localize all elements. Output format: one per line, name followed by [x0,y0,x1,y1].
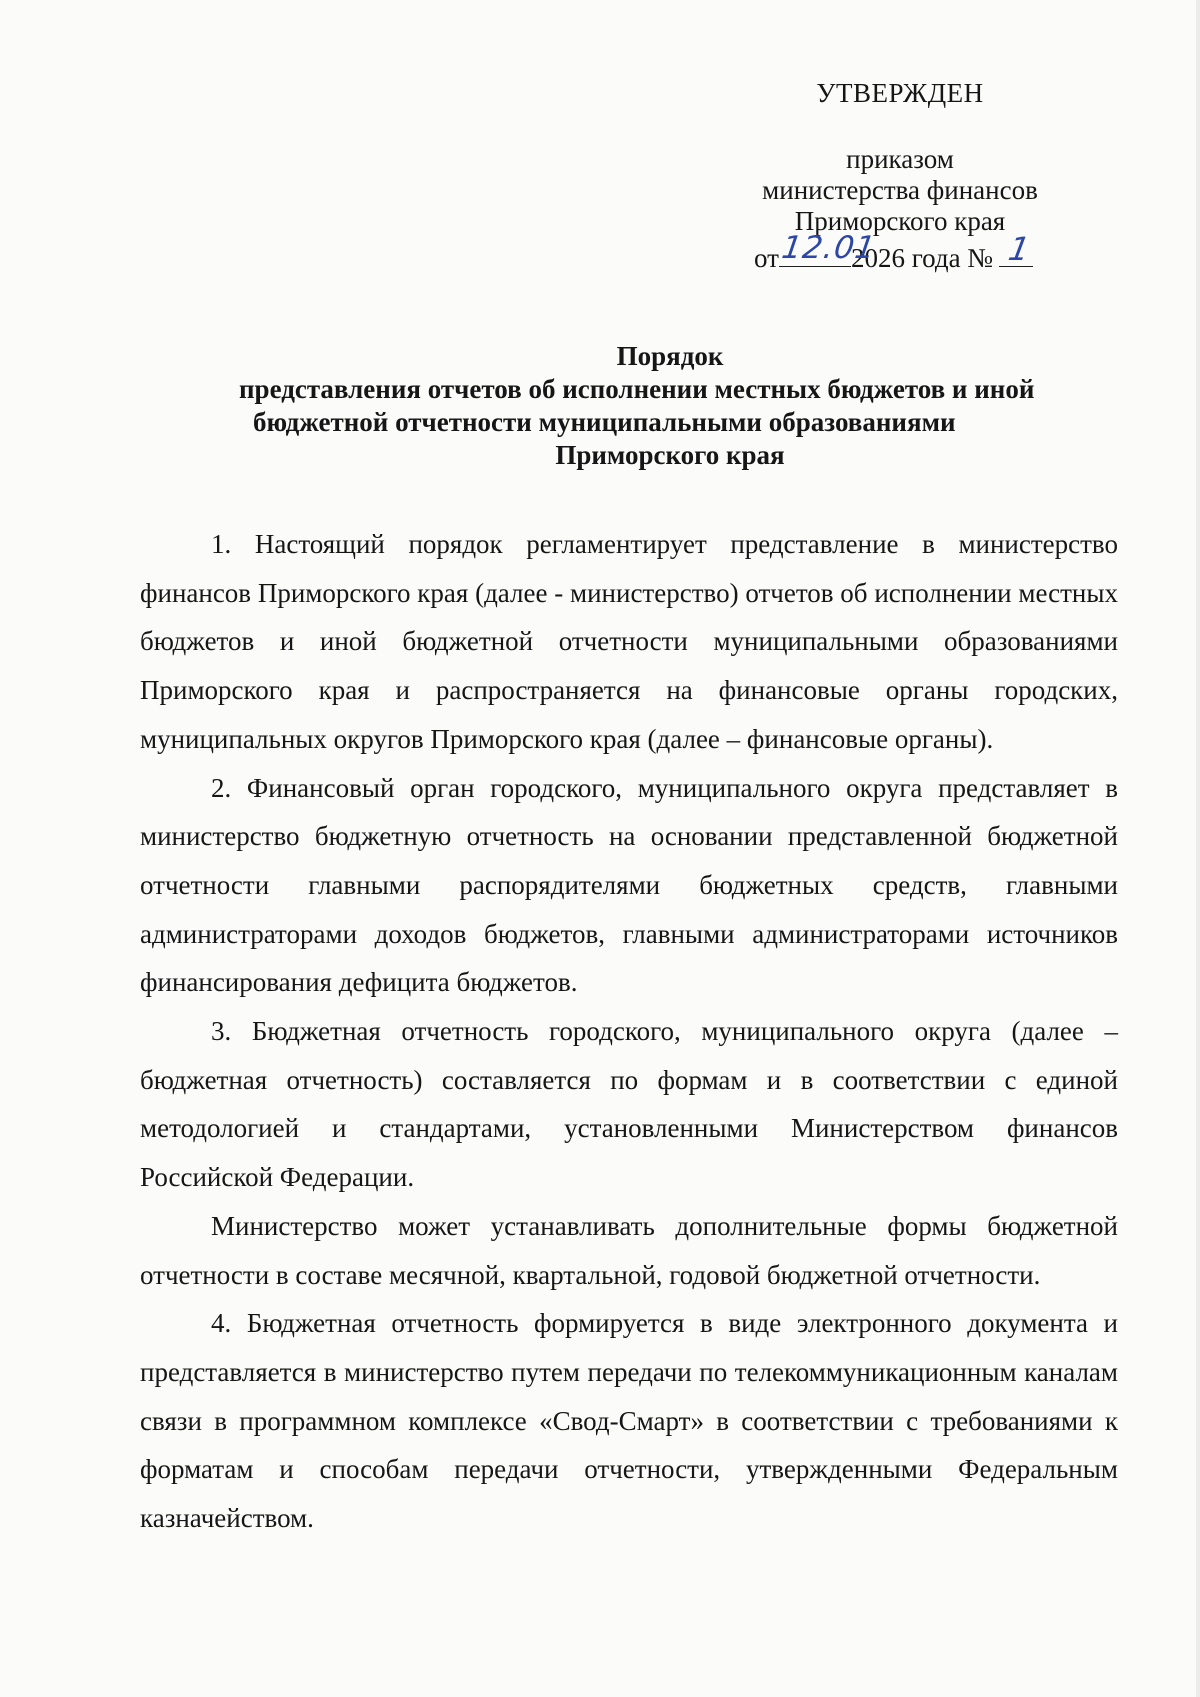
title-line-4: Приморского края [555,440,785,470]
date-suffix: 2026 года № [850,243,994,273]
handwritten-date: 12.01 [779,230,879,266]
title-line-3: бюджетной отчетности муниципальными образованиями [253,407,956,437]
paragraph-3: 3. Бюджетная отчетность городского, муниципального округа (далее – бюджетная отчетность) составляется по формам и в соответствии с единой методологией и стандартами, установленными Министерством финансов Российской Федерации. [140,1016,1118,1193]
number-blank [999,230,1033,268]
date-blank [779,230,879,267]
paragraph-1: 1. Настоящий порядок регламентирует представление в министерство финансов Приморского края (далее - министерство) отчетов об исполнении местных бюджетов и иной бюджетной отчетности муниципальными образованиями Приморского края и распространяется на финансовые органы городских, муниципальных округов Приморского края (далее – финансовые органы). [140,529,1118,754]
document-body [140,520,1118,1543]
date-prefix: от [754,243,779,273]
approval-heading: УТВЕРЖДЕН [816,78,984,108]
handwritten-number: 1 [1005,230,1033,268]
scan-edge [1196,0,1200,1697]
title-line-1: Порядок [616,341,724,371]
paragraph-3-continued: Министерство может устанавливать дополнительные формы бюджетной отчетности в составе месячной, квартальной, годовой бюджетной отчетности. [140,1210,1118,1290]
paragraph-4: 4. Бюджетная отчетность формируется в виде электронного документа и представляется в министерство путем передачи по телекоммуникационным каналам связи в программном комплексе «Свод-Смарт» в соответствии с требованиями к форматам и способам передачи отчетности, утвержденными Федеральным казначейством. [140,1308,1118,1534]
approval-line-order: приказом [846,144,954,174]
approval-line-ministry: министерства финансов [762,175,1038,205]
paragraph-2: 2. Финансовый орган городского, муниципального округа представляет в министерство бюджетную отчетность на основании представленной бюджетной отчетности главными распорядителями бюджетных средств, главными администраторами доходов бюджетов, главными администраторами источников финансирования дефицита бюджетов. [140,772,1118,998]
title-line-2: представления отчетов об исполнении местных бюджетов и иной [239,374,1035,404]
approval-line-region: Приморского края [794,206,1006,236]
approval-date-line [754,230,1033,280]
